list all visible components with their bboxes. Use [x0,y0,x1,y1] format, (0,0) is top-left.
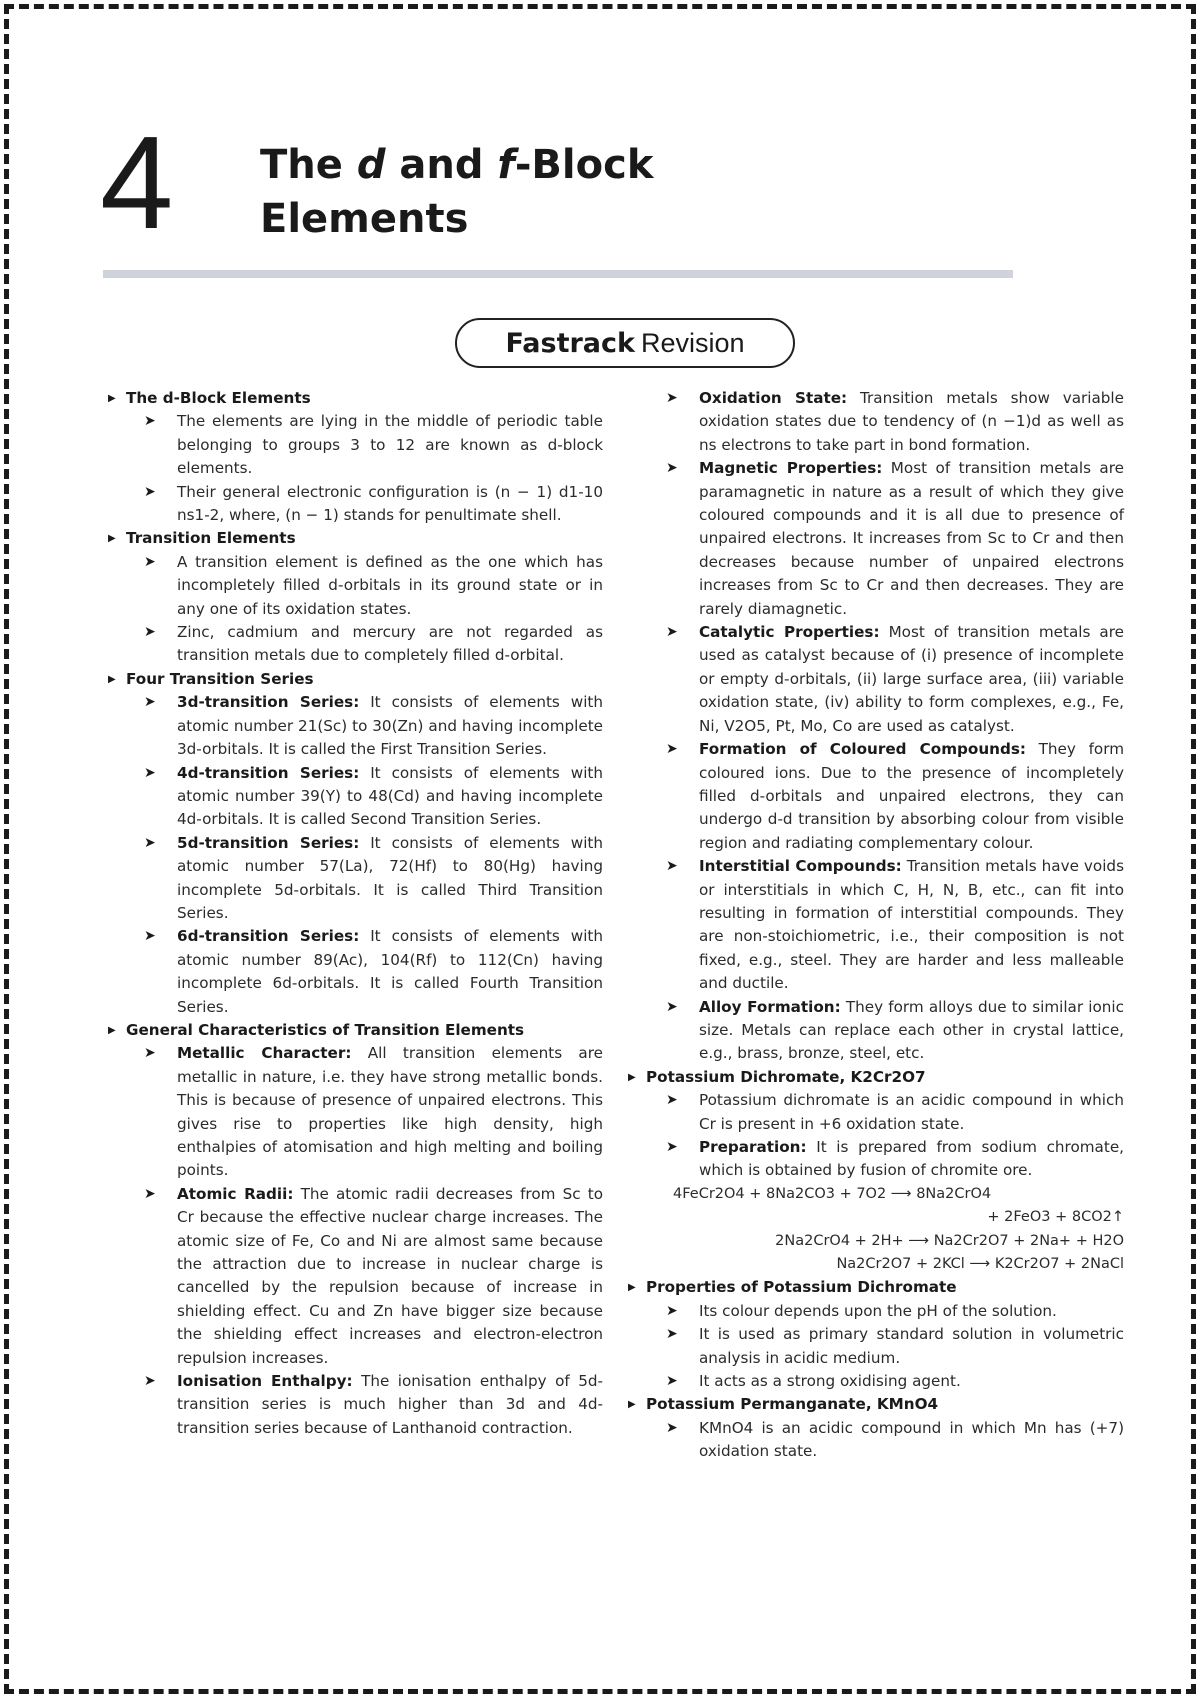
equation: 2Na2CrO4 + 2H+ ⟶ Na2Cr2O7 + 2Na+ + H2O [775,1232,1124,1249]
arrow-bullet-icon: ➤ [666,858,678,875]
arrow-bullet-icon: ➤ [144,1185,156,1202]
arrow-bullet-icon: ➤ [144,764,156,781]
arrow-bullet-icon: ➤ [144,413,156,430]
banner-label: Revision [641,327,745,358]
arrow-bullet-icon: ➤ [666,741,678,758]
list-item: ➤ KMnO4 is an acidic compound in which Mn has (+7) oxidation state. [666,1418,1124,1461]
list-item: ➤ Zinc, cadmium and mercury are not regarded as transition metals due to completely filled d-orbital. [144,623,603,665]
list-item: ➤ Interstitial Compounds: Transition metals have voids or interstitials in which C, H, N, B, etc., can fit into resulting in formation of interstitial compounds. They are non-stoichiometric, i.e., their composition is not fixed, e.g., steel. They are harder and less malleable and ductile. [666,857,1124,993]
list-item: ➤ Metallic Character: All transition elements are metallic in nature, i.e. they have strong metallic bonds. This is because of presence of unpaired electrons. This gives rise to properties like high density, high enthalpies of atomisation and high melting and boiling points. [144,1044,603,1180]
list-item: ➤ Potassium dichromate is an acidic compound in which Cr is present in +6 oxidation state. [666,1091,1124,1133]
arrow-bullet-icon: ➤ [144,928,156,945]
list-item: ➤ Ionisation Enthalpy: The ionisation enthalpy of 5d-transition series is much higher than 3d and 4d-transition series because of Lanthanoid contraction. [144,1372,603,1437]
chapter-title-line2: Elements [260,196,469,242]
list-item: ➤ Oxidation State: Transition metals show variable oxidation states due to tendency of (n −1)d as well as ns electrons to take part in bond formation. [666,389,1124,454]
list-item: ➤ 6d-transition Series: It consists of elements with atomic number 89(Ac), 104(Rf) to 112(Cn) having incomplete 6d-orbitals. It is called Fourth Transition Series. [144,927,603,1016]
list-item: ➤ Alloy Formation: They form alloys due to similar ionic size. Metals can replace each other in crystal lattice, e.g., brass, bronze, steel, etc. [666,997,1124,1063]
list-item: ➤ 3d-transition Series: It consists of elements with atomic number 21(Sc) to 30(Zn) and having incomplete 3d-orbitals. It is called the First Transition Series. [144,693,603,759]
arrow-bullet-icon: ➤ [666,1373,678,1390]
list-item: ➤ Its colour depends upon the pH of the solution. [628,1300,1124,1323]
list-item: ➤ Their general electronic configuration is (n − 1) d1-10 ns1-2, where, (n − 1) stands for penultimate shell. [144,482,603,525]
list-item: ➤ Atomic Radii: The atomic radii decreases from Sc to Cr because the effective nuclear charge increases. The atomic size of Fe, Co and Ni are almost same because the attraction due to increase in nuclear charge is cancelled by the repulsion because of increase in shielding effect. Cu and Zn have bigger size because the shielding effect increases and electron-electron repulsion increases. [144,1184,603,1367]
section-heading-properties-dichromate: ▶ Properties of Potassium Dichromate [628,1276,1124,1299]
arrow-bullet-icon: ➤ [144,553,156,570]
list-item: ➤ It acts as a strong oxidising agent. [628,1370,1124,1393]
chapter-title [260,138,653,246]
right-column [628,387,1124,1464]
arrow-bullet-icon: ➤ [666,1326,678,1343]
chapter-title-line1: The d and f-Block [260,142,654,188]
section-heading-transition-elements: ▶ Transition Elements [108,527,603,550]
banner-brand: Fastrack [505,327,635,359]
arrow-bullet-icon: ➤ [144,624,156,641]
fastrack-revision-banner [455,318,795,368]
arrow-bullet-icon: ➤ [666,390,678,406]
arrow-bullet-icon: ➤ [144,1373,156,1390]
list-item: ➤ It is used as primary standard solution in volumetric analysis in acidic medium. [666,1325,1124,1367]
section-heading-four-series: ▶ Four Transition Series [108,668,603,691]
section-heading-general-characteristics: ▶ General Characteristics of Transition Elements [108,1019,603,1042]
arrow-bullet-icon: ➤ [666,624,678,641]
arrow-bullet-icon: ➤ [144,483,156,500]
title-divider [103,270,1013,278]
list-item: ➤ A transition element is defined as the one which has incompletely filled d-orbitals in its ground state or in any one of its oxidation states. [144,552,603,618]
arrow-bullet-icon: ➤ [144,694,156,711]
section-heading-d-block: ▶ The d-Block Elements [108,387,603,410]
list-item: ➤ Magnetic Properties: Most of transition metals are paramagnetic in nature as a result of which they give coloured compounds and it is all due to presence of unpaired electrons. It increases from Sc to Cr and then decreases because number of unpaired electrons increases from Sc to Cr and then decreases. They are rarely diamagnetic. [666,459,1124,618]
left-column [108,387,603,1440]
list-item: ➤ 4d-transition Series: It consists of elements with atomic number 39(Y) to 48(Cd) and having incomplete 4d-orbitals. It is called Second Transition Series. [144,763,603,829]
list-item: ➤ 5d-transition Series: It consists of elements with atomic number 57(La), 72(Hf) to 80(Hg) having incomplete 5d-orbitals. It is called Third Transition Series. [144,833,603,922]
equation: Na2Cr2O7 + 2KCl ⟶ K2Cr2O7 + 2NaCl [836,1256,1124,1273]
equation: 4FeCr2O4 + 8Na2CO3 + 7O2 ⟶ 8Na2CrO4 [673,1185,992,1202]
list-item: ➤ Preparation: It is prepared from sodium chromate, which is obtained by fusion of chromite ore. [666,1138,1124,1180]
section-heading-potassium-dichromate: ▶ Potassium Dichromate, K2Cr2O7 [628,1066,1124,1089]
arrow-bullet-icon: ➤ [666,1419,678,1436]
equation: + 2FeO3 + 8CO2↑ [987,1209,1124,1226]
chapter-number: 4 [100,109,174,256]
arrow-bullet-icon: ➤ [144,1045,156,1062]
section-heading-potassium-permanganate: ▶ Potassium Permanganate, KMnO4 [628,1393,1124,1416]
list-item: ➤ The elements are lying in the middle of periodic table belonging to groups 3 to 12 are known as d-block elements. [144,412,603,478]
arrow-bullet-icon: ➤ [144,834,156,851]
arrow-bullet-icon: ➤ [666,998,678,1015]
list-item: ➤ Formation of Coloured Compounds: They form coloured ions. Due to the presence of incompletely filled d-orbitals and unpaired electrons, they can undergo d-d transition by absorbing colour from visible region and radiating complementary colour. [666,740,1124,852]
arrow-bullet-icon: ➤ [666,1302,678,1319]
arrow-bullet-icon: ➤ [666,460,678,477]
arrow-bullet-icon: ➤ [666,1139,678,1155]
arrow-bullet-icon: ➤ [666,1092,678,1109]
list-item: ➤ Catalytic Properties: Most of transition metals are used as catalyst because of (i) presence of incomplete or empty d-orbitals, (ii) large surface area, (iii) variable oxidation state, (iv) ability to form complexes, e.g., Fe, Ni, V2O5, Pt, Mo, Co are used as catalyst. [666,623,1124,735]
